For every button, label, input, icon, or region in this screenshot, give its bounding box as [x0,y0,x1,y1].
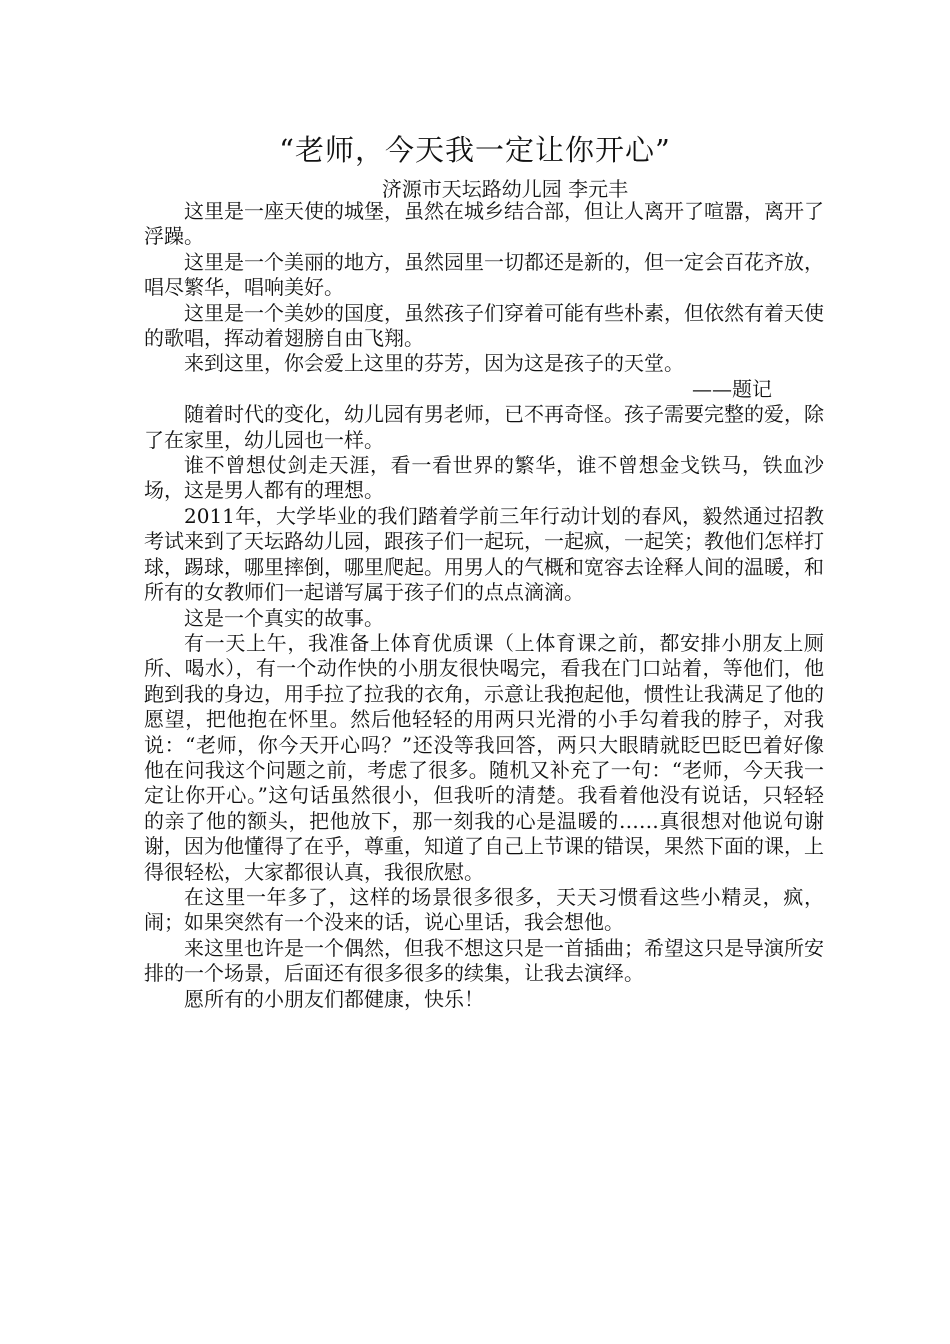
paragraph: 2011年，大学毕业的我们踏着学前三年行动计划的春风，毅然通过招教考试来到了天坛路幼儿园，跟孩子们一起玩，一起疯，一起笑；教他们怎样打球，踢球，哪里摔倒，哪里爬起。用男人的气概和宽容去诠释人间的温暖，和所有的女教师们一起谱写属于孩子们的点点滴滴。 [144,503,824,605]
paragraph: 有一天上午，我准备上体育优质课（上体育课之前，都安排小朋友上厕所、喝水），有一个动作快的小朋友很快喝完，看我在门口站着，等他们，他跑到我的身边，用手拉了拉我的衣角，示意让我抱起他，惯性让我满足了他的愿望，把他抱在怀里。然后他轻轻的用两只光滑的小手勾着我的脖子，对我说：“老师，你今天开心吗？”还没等我回答，两只大眼睛就眨巴眨巴着好像他在问我这个问题之前，考虑了很多。随机又补充了一句：“老师，今天我一定让你开心。”这句话虽然很小，但我听的清楚。我看着他没有说话，只轻轻的亲了他的额头，把他放下，那一刻我的心是温暖的……真很想对他说句谢谢，因为他懂得了在乎，尊重，知道了自己上节课的错误，果然下面的课，上得很轻松，大家都很认真，我很欣慰。 [144,630,824,884]
paragraph: 愿所有的小朋友们都健康，快乐！ [184,986,484,1011]
paragraph: 来到这里，你会爱上这里的芬芳，因为这是孩子的天堂。 [184,351,684,376]
paragraph: 随着时代的变化，幼儿园有男老师，已不再奇怪。孩子需要完整的爱，除了在家里，幼儿园也一样。 [144,402,824,452]
document-title: “老师，今天我一定让你开心” [279,133,671,167]
document-body [144,199,824,1012]
paragraph: 在这里一年多了，这样的场景很多很多，天天习惯看这些小精灵，疯，闹；如果突然有一个没来的话，说心里话，我会想他。 [144,884,824,935]
paragraph: 来这里也许是一个偶然，但我不想这只是一首插曲；希望这只是导演所安排的一个场景，后面还有很多很多的续集，让我去演绎。 [144,935,824,986]
paragraph: 这是一个真实的故事。 [184,605,384,630]
inscription-signature: ——题记 [692,376,772,401]
author-line: 济源市天坛路幼儿园 李元丰 [381,177,629,201]
paragraph: 这里是一个美丽的地方，虽然园里一切都还是新的，但一定会百花齐放，唱尽繁华，唱响美好。 [144,249,824,300]
paragraph: 谁不曾想仗剑走天涯，看一看世界的繁华，谁不曾想金戈铁马，铁血沙场，这是男人都有的理想。 [144,453,824,503]
paragraph: 这里是一座天使的城堡，虽然在城乡结合部，但让人离开了喧嚣，离开了浮躁。 [144,199,824,249]
paragraph: 这里是一个美妙的国度，虽然孩子们穿着可能有些朴素，但依然有着天使的歌唱，挥动着翅膀自由飞翔。 [144,300,824,351]
